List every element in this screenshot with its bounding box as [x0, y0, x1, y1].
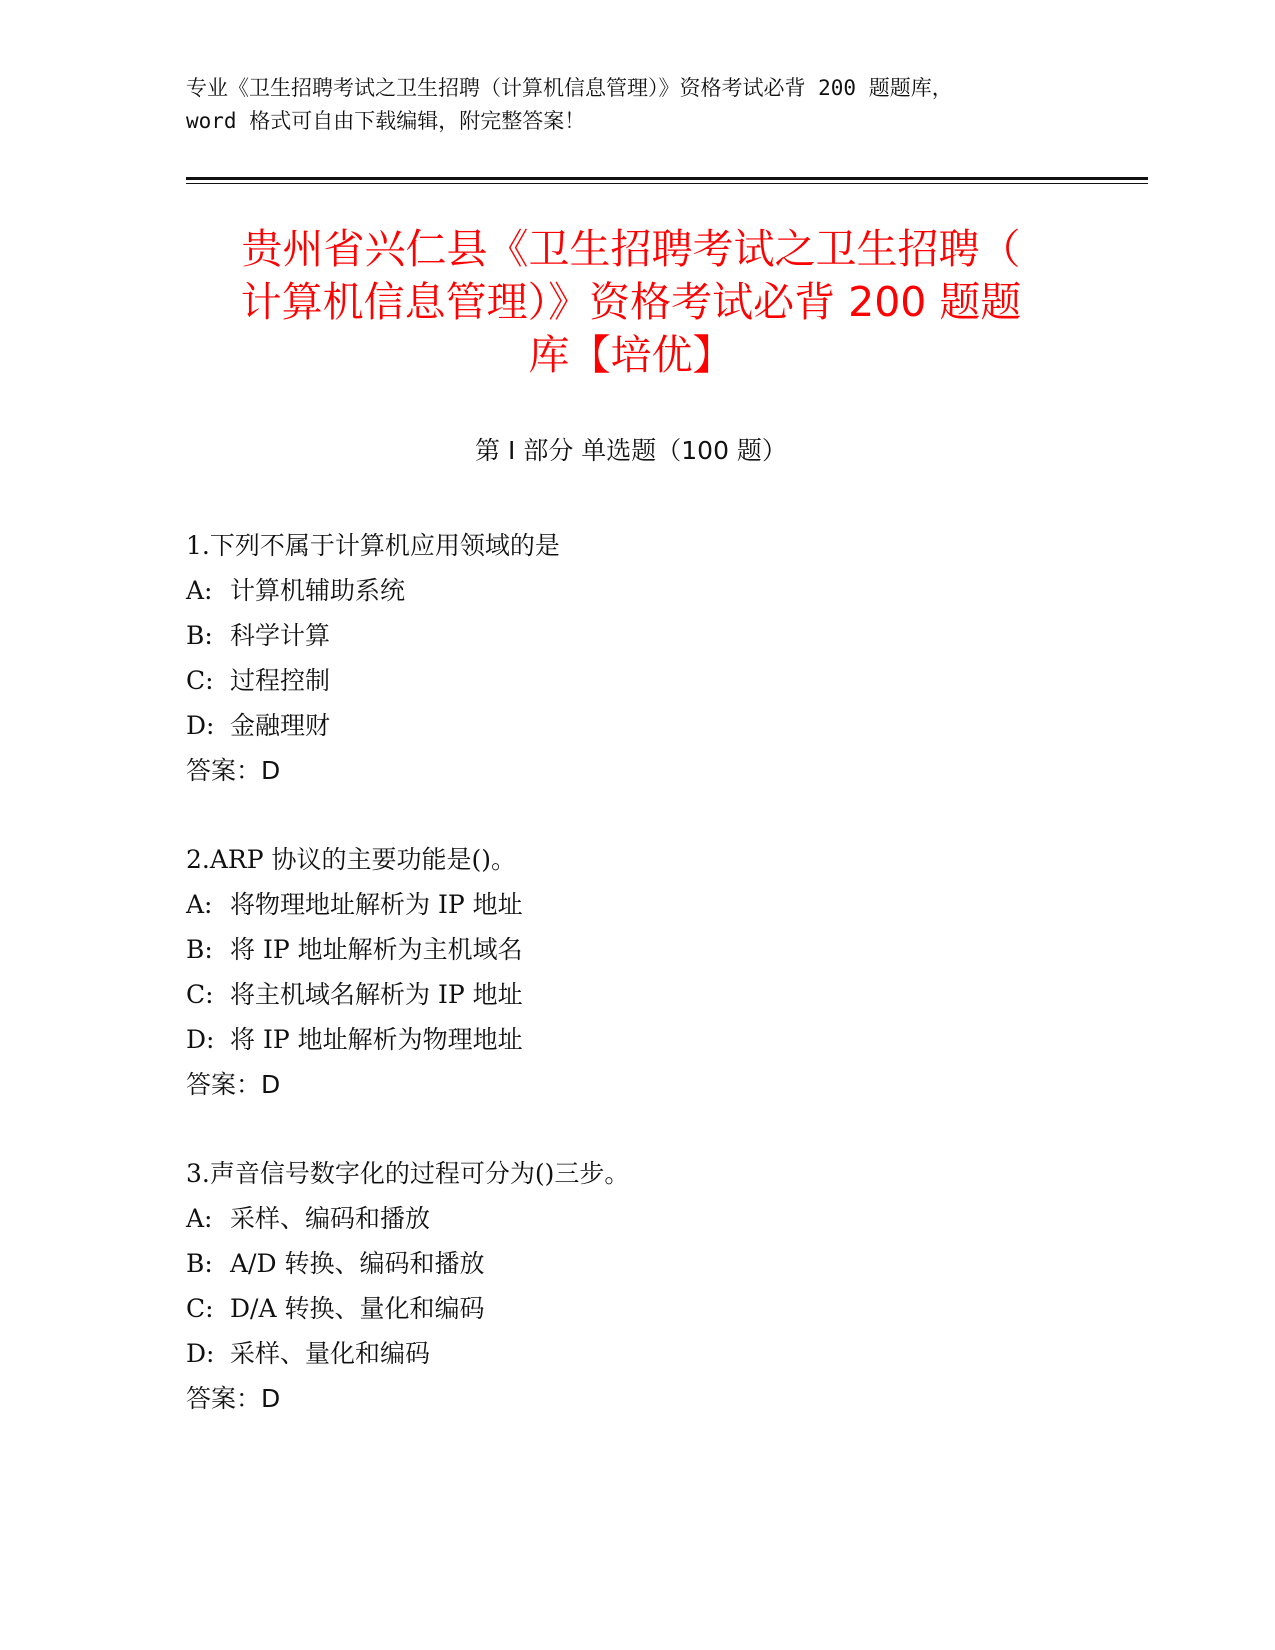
option-letter: A: [186, 890, 213, 919]
option-letter: B: [186, 1249, 213, 1278]
question-item [186, 523, 1086, 793]
header-divider-thick [186, 177, 1148, 180]
answer-line: 答案：D [186, 1384, 281, 1413]
option-text: 将 IP 地址解析为主机域名 [230, 935, 523, 964]
question-item [186, 837, 1086, 1107]
option-text: 将物理地址解析为 IP 地址 [230, 890, 523, 919]
question-stem: 1.下列不属于计算机应用领域的是 [186, 531, 560, 560]
option-c [186, 972, 1086, 1017]
option-text: 采样、编码和播放 [230, 1204, 431, 1233]
header-divider-thin [186, 183, 1148, 184]
option-a [186, 568, 1086, 613]
option-text: 计算机辅助系统 [230, 576, 406, 605]
option-text: 金融理财 [230, 711, 331, 740]
option-b [186, 613, 1086, 658]
document-title [186, 223, 1076, 382]
answer-line: 答案：D [186, 756, 281, 785]
document-header-note [186, 72, 1086, 138]
header-note-line-1: 专业《卫生招聘考试之卫生招聘（计算机信息管理）》资格考试必背 200 题题库， [186, 76, 953, 100]
option-letter: B: [186, 935, 213, 964]
document-title-line-3: 库【培优】 [528, 331, 734, 379]
header-note-line-2: word 格式可自由下载编辑，附完整答案！ [186, 109, 586, 133]
option-letter: D: [186, 711, 215, 740]
option-letter: B: [186, 621, 213, 650]
question-item [186, 1151, 1086, 1421]
option-letter: A: [186, 1204, 213, 1233]
option-c [186, 1286, 1086, 1331]
question-stem: 3.声音信号数字化的过程可分为()三步。 [186, 1159, 630, 1188]
section-heading: 第 I 部分 单选题（100 题） [475, 436, 787, 465]
option-a [186, 882, 1086, 927]
option-letter: C: [186, 666, 214, 695]
option-letter: D: [186, 1025, 215, 1054]
option-d [186, 1331, 1086, 1376]
option-b [186, 1241, 1086, 1286]
document-title-line-2: 计算机信息管理）》资格考试必背 200 题题 [240, 278, 1022, 326]
answer-line: 答案：D [186, 1070, 281, 1099]
option-letter: C: [186, 1294, 214, 1323]
question-list [186, 523, 1086, 1465]
option-c [186, 658, 1086, 703]
option-d [186, 703, 1086, 748]
option-text: 将 IP 地址解析为物理地址 [230, 1025, 523, 1054]
option-text: A/D 转换、编码和播放 [230, 1249, 485, 1278]
option-text: 采样、量化和编码 [230, 1339, 431, 1368]
option-text: 将主机域名解析为 IP 地址 [230, 980, 523, 1009]
option-text: D/A 转换、量化和编码 [230, 1294, 485, 1323]
option-text: 过程控制 [230, 666, 331, 695]
option-letter: A: [186, 576, 213, 605]
option-letter: C: [186, 980, 214, 1009]
option-letter: D: [186, 1339, 215, 1368]
option-b [186, 927, 1086, 972]
document-title-line-1: 贵州省兴仁县《卫生招聘考试之卫生招聘（ [241, 225, 1021, 273]
option-d [186, 1017, 1086, 1062]
option-text: 科学计算 [230, 621, 331, 650]
question-stem: 2.ARP 协议的主要功能是()。 [186, 845, 517, 874]
option-a [186, 1196, 1086, 1241]
